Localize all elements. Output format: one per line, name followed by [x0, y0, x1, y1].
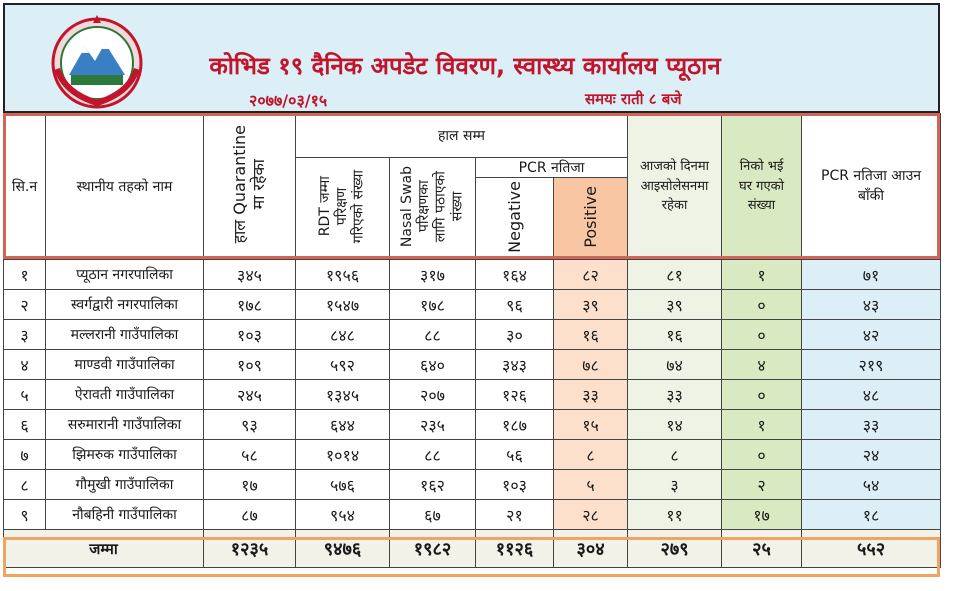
- header-recovered: निको भई घर गएको संख्या: [722, 114, 802, 260]
- cell-name: स्वर्गद्वारी नगरपालिका: [46, 290, 204, 320]
- cell-rdt: १०१४: [296, 440, 390, 470]
- cell-positive: ५: [554, 470, 628, 500]
- cell-negative: ३०: [476, 320, 554, 350]
- header-quarantine: हाल Quarantine मा रहेका: [204, 114, 296, 260]
- cell-quarantine: १७: [204, 470, 296, 500]
- cell-rdt: ५७६: [296, 470, 390, 500]
- cell-name: गौमुखी गाउँपालिका: [46, 470, 204, 500]
- cell-negative: ९६: [476, 290, 554, 320]
- cell-swab: ६७: [390, 500, 476, 530]
- header-isolation: आजको दिनमा आइसोलेसनमा रहेका: [628, 114, 722, 260]
- report-date: २०७७/०३/१५: [249, 91, 328, 110]
- table-row: [4, 290, 941, 320]
- table-row: [4, 320, 941, 350]
- cell-pending: ४२: [802, 320, 941, 350]
- cell-rdt: ५९२: [296, 350, 390, 380]
- cell-recovered: २: [722, 470, 802, 500]
- table-row: [4, 410, 941, 440]
- total-pending: ५५२: [802, 530, 941, 568]
- cell-pending: २१९: [802, 350, 941, 380]
- cell-pending: ७१: [802, 260, 941, 290]
- cell-recovered: ०: [722, 440, 802, 470]
- cell-quarantine: ९३: [204, 410, 296, 440]
- cell-recovered: ०: [722, 290, 802, 320]
- cell-rdt: ८४८: [296, 320, 390, 350]
- cell-isolation: ८१: [628, 260, 722, 290]
- cell-name: प्यूठान नगरपालिका: [46, 260, 204, 290]
- cell-pending: ४३: [802, 290, 941, 320]
- cell-quarantine: ३४५: [204, 260, 296, 290]
- cell-pending: १८: [802, 500, 941, 530]
- cell-sn: ४: [4, 350, 46, 380]
- cell-sn: १: [4, 260, 46, 290]
- total-recovered: २५: [722, 530, 802, 568]
- cell-positive: १६: [554, 320, 628, 350]
- total-positive: ३०४: [554, 530, 628, 568]
- cell-isolation: ३३: [628, 380, 722, 410]
- cell-negative: २१: [476, 500, 554, 530]
- header-nasal-swab: Nasal Swab परिक्षणका लागि पठाएको संख्या: [390, 158, 476, 260]
- table-row: [4, 260, 941, 290]
- table-row: [4, 440, 941, 470]
- report-header: [3, 3, 940, 113]
- cell-positive: ७८: [554, 350, 628, 380]
- cell-negative: १२६: [476, 380, 554, 410]
- cell-name: माण्डवी गाउँपालिका: [46, 350, 204, 380]
- cell-rdt: ९५४: [296, 500, 390, 530]
- cell-swab: २०७: [390, 380, 476, 410]
- cell-rdt: १३४५: [296, 380, 390, 410]
- cell-negative: १८७: [476, 410, 554, 440]
- cell-rdt: १५४७: [296, 290, 390, 320]
- header-pcr-pending: PCR नतिजा आउन बाँकी: [802, 114, 941, 260]
- cell-sn: ७: [4, 440, 46, 470]
- cell-negative: १०३: [476, 470, 554, 500]
- cell-quarantine: १०३: [204, 320, 296, 350]
- report-time: समयः राती ८ बजे: [585, 90, 682, 108]
- header-cumulative: हाल सम्म: [296, 114, 628, 158]
- cell-name: सरुमारानी गाउँपालिका: [46, 410, 204, 440]
- cell-positive: ३३: [554, 380, 628, 410]
- total-quarantine: १२३५: [204, 530, 296, 568]
- cell-negative: १६४: [476, 260, 554, 290]
- total-row: [4, 530, 941, 568]
- covid-update-table: [3, 113, 941, 568]
- cell-recovered: १: [722, 260, 802, 290]
- nepal-emblem-icon: [45, 13, 149, 109]
- cell-isolation: ३: [628, 470, 722, 500]
- report-title: कोभिड १९ दैनिक अपडेट विवरण, स्वास्थ्य कार्यालय प्यूठान: [209, 52, 721, 80]
- cell-pending: ५४: [802, 470, 941, 500]
- cell-isolation: १६: [628, 320, 722, 350]
- cell-rdt: १९५६: [296, 260, 390, 290]
- cell-recovered: ०: [722, 320, 802, 350]
- table-row: [4, 380, 941, 410]
- header-pcr-result: PCR नतिजा: [476, 158, 628, 178]
- cell-negative: ५६: [476, 440, 554, 470]
- cell-positive: २८: [554, 500, 628, 530]
- cell-isolation: ८: [628, 440, 722, 470]
- cell-isolation: ७४: [628, 350, 722, 380]
- cell-swab: ६४०: [390, 350, 476, 380]
- cell-positive: ८: [554, 440, 628, 470]
- header-sn: सि.न: [4, 114, 46, 260]
- cell-positive: १५: [554, 410, 628, 440]
- header-local-level: स्थानीय तहको नाम: [46, 114, 204, 260]
- cell-sn: ९: [4, 500, 46, 530]
- cell-recovered: ४: [722, 350, 802, 380]
- cell-name: झिमरुक गाउँपालिका: [46, 440, 204, 470]
- cell-name: नौबहिनी गाउँपालिका: [46, 500, 204, 530]
- total-swab: १९८२: [390, 530, 476, 568]
- cell-sn: ८: [4, 470, 46, 500]
- cell-swab: ३१७: [390, 260, 476, 290]
- cell-recovered: ०: [722, 380, 802, 410]
- cell-name: मल्लरानी गाउँपालिका: [46, 320, 204, 350]
- cell-quarantine: ८७: [204, 500, 296, 530]
- cell-swab: १६२: [390, 470, 476, 500]
- table-row: [4, 470, 941, 500]
- cell-sn: ५: [4, 380, 46, 410]
- cell-sn: २: [4, 290, 46, 320]
- total-rdt: ९४७६: [296, 530, 390, 568]
- cell-name: ऐरावती गाउँपालिका: [46, 380, 204, 410]
- cell-sn: ६: [4, 410, 46, 440]
- cell-swab: ८८: [390, 320, 476, 350]
- cell-negative: ३४३: [476, 350, 554, 380]
- cell-isolation: १४: [628, 410, 722, 440]
- cell-positive: ३९: [554, 290, 628, 320]
- total-negative: ११२६: [476, 530, 554, 568]
- cell-isolation: ११: [628, 500, 722, 530]
- cell-recovered: १७: [722, 500, 802, 530]
- header-negative: Negative: [476, 178, 554, 260]
- cell-positive: ८२: [554, 260, 628, 290]
- total-isolation: २७९: [628, 530, 722, 568]
- cell-isolation: ३९: [628, 290, 722, 320]
- cell-swab: १७८: [390, 290, 476, 320]
- cell-recovered: १: [722, 410, 802, 440]
- cell-swab: ८८: [390, 440, 476, 470]
- table-row: [4, 500, 941, 530]
- cell-rdt: ६४४: [296, 410, 390, 440]
- header-rdt: RDT जम्मा परिक्षण गरिएको संख्या: [296, 158, 390, 260]
- cell-pending: ३३: [802, 410, 941, 440]
- table-row: [4, 350, 941, 380]
- header-positive: Positive: [554, 178, 628, 260]
- cell-quarantine: १७८: [204, 290, 296, 320]
- cell-quarantine: १०९: [204, 350, 296, 380]
- total-label: जम्मा: [4, 530, 204, 568]
- cell-quarantine: २४५: [204, 380, 296, 410]
- cell-swab: २३५: [390, 410, 476, 440]
- cell-sn: ३: [4, 320, 46, 350]
- cell-pending: २४: [802, 440, 941, 470]
- cell-quarantine: ५८: [204, 440, 296, 470]
- cell-pending: ४८: [802, 380, 941, 410]
